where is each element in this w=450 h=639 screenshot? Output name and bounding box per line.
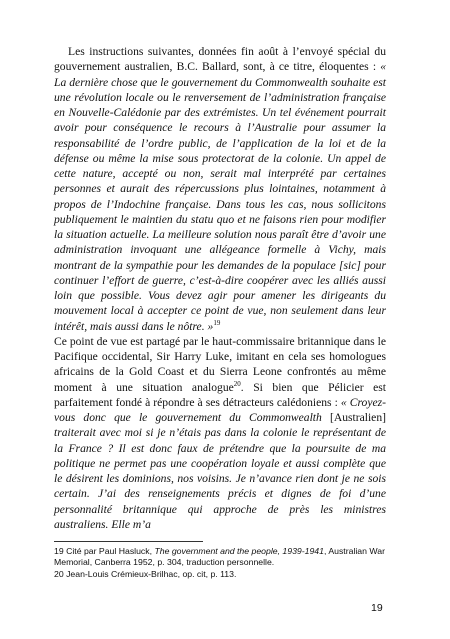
footnote-ref-19: 19 xyxy=(213,318,221,327)
pelicier-quote-rest: traiterait avec moi si je n’étais pas dans la colonie le représentant de la France ? Il est donc faux de prétendre que la poursuite de ma politique ne permet pas une coopération loyale et aussi complète que le désirent les dominions, nos voisins. Je n’avance rien dont je ne sois certain. J’ai des renseignements précis et dignes de foi d’une personnalité britannique qui approche de près les ministres australiens. Elle m’a xyxy=(54,426,386,531)
pelicier-quote-start: « Croyez-vous donc que le gouvernement du Commonwealth xyxy=(54,395,386,424)
ballard-instructions-quote: « La dernière chose que le gouvernement du Commonwealth souhaite est une révolution locale ou le renversement de l’administration française en Nouvelle-Calédonie par des extrémistes. Un tel événement pourrait avoir pour conséquence le recours à l’Australie pour assumer la responsabilité de l’ordre public, de l’application de la loi et de la défense ou même la mise sous protectorat de la colonie. Un appel de cette nature, accepté ou non, serait mal interprété par certaines personnes et aurait des répercussions plus lointaines, notamment à propos de l’Indochine française. Dans tous les cas, nous sollicitons publiquement le maintien du statu quo et ne faisons rien pour modifier la situation actuelle. La meilleure solution nous paraît être d’avoir une administration invoquant une allégeance formelle à Vichy, mais montrant de la sympathie pour les demandes de la populace [sic] pour continuer l’effort de guerre, c’est-à-dire coopérer avec les alliés aussi loin que possible. Vous devez agir pour amener les dirigeants du mouvement local à accepter ce point de vue, non seulement dans leur intérêt, mais aussi dans le nôtre. » xyxy=(54,60,386,333)
footnote-19-title: The government and the people, 1939-1941 xyxy=(154,546,324,556)
page-number: 19 xyxy=(371,602,383,614)
paragraph-luke-text: Ce point de vue est partagé par le haut-commissaire britannique dans le Pacifique occidental, Sir Harry Luke, imitant en cela ses homologues africains de la Gold Coast et du Sierra Leone confrontés au même moment à une situation analogue xyxy=(54,334,386,394)
footnote-ref-20: 20 xyxy=(233,379,241,388)
footnote-separator xyxy=(54,541,203,542)
footnote-19-prefix: 19 Cité par Paul Hasluck, xyxy=(54,546,155,556)
footnote-20: 20 Jean-Louis Crémieux-Brilhac, op. cit, p. 113. xyxy=(54,568,237,579)
paragraph-instructions xyxy=(54,44,386,532)
paragraph-pelicier-text: . Si bien que Pélicier est parfaitement fondé à répondre à ses détracteurs calédoniens : xyxy=(54,380,386,409)
page-body xyxy=(54,44,386,532)
quote-bracket-insert: [Australien] xyxy=(329,411,386,424)
footnote-19 xyxy=(54,546,404,569)
paragraph-intro-text: Les instructions suivantes, données fin août à l’envoyé spécial du gouvernement australien, B.C. Ballard, sont, à ce titre, éloquentes : xyxy=(54,45,386,74)
footnotes xyxy=(54,546,404,580)
footnote-19-suffix: , Australian War Memorial, Canberra 1952, p. 304, traduction personnelle. xyxy=(54,546,385,568)
